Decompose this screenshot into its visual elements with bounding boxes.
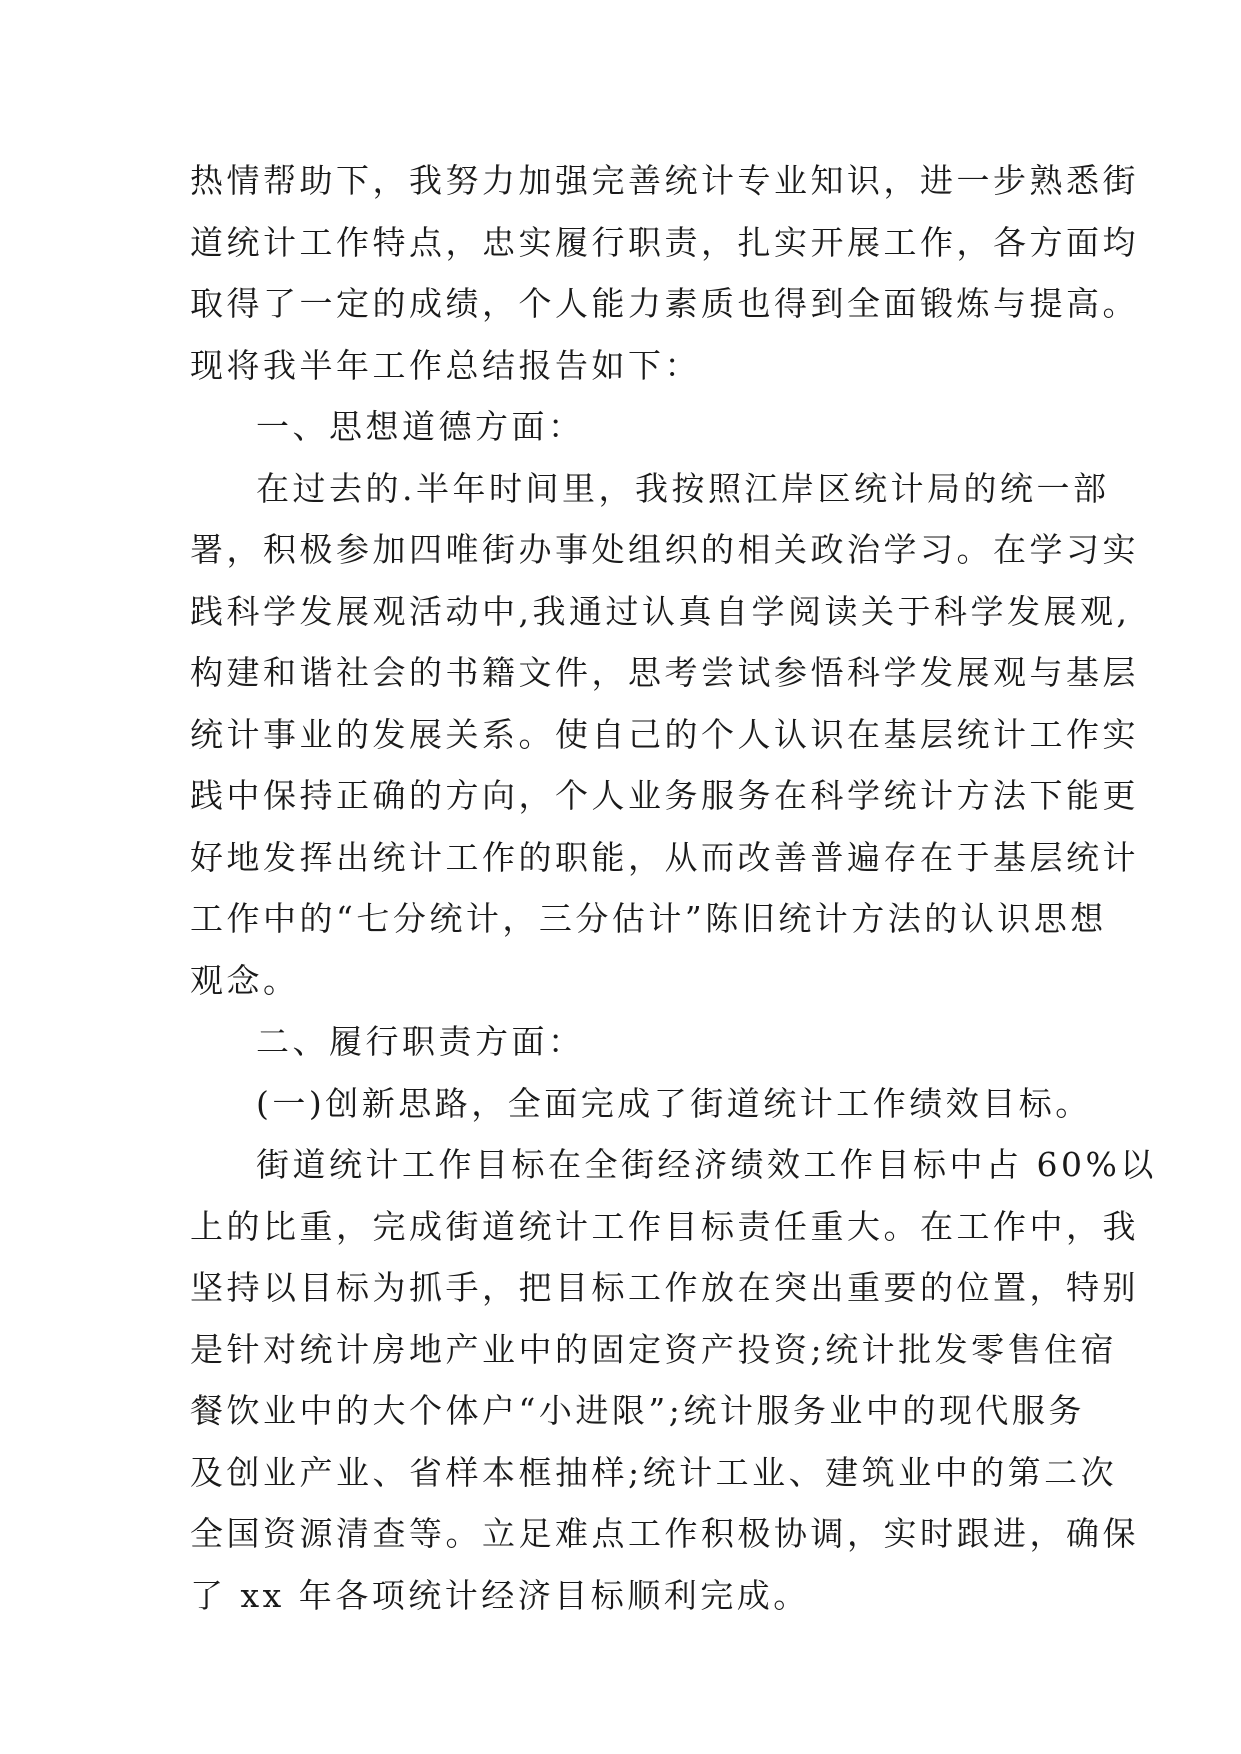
text-line: 热情帮助下，我努力加强完善统计专业知识，进一步熟悉街: [190, 161, 1139, 200]
subsection-heading: (一)创新思路，全面完成了街道统计工作绩效目标。: [256, 1083, 1092, 1123]
text-line: 工作中的“七分统计，三分估计”陈旧统计方法的认识思想: [190, 899, 1107, 938]
text-line: 践中保持正确的方向，个人业务服务在科学统计方法下能更: [190, 776, 1139, 815]
text-line: 及创业产业、省样本框抽样;统计工业、建筑业中的第二次: [190, 1452, 1118, 1492]
text-line: 餐饮业中的大个体户“小进限”;统计服务业中的现代服务: [190, 1391, 1085, 1430]
text-line: 街道统计工作目标在全街经济绩效工作目标中占 60%以: [256, 1145, 1157, 1184]
text-line: 署，积极参加四唯街办事处组织的相关政治学习。在学习实: [190, 530, 1139, 569]
text-line: 在过去的.半年时间里，我按照江岸区统计局的统一部: [256, 468, 1110, 508]
text-line: 好地发挥出统计工作的职能，从而改善普遍存在于基层统计: [190, 837, 1139, 877]
text-line: 构建和谐社会的书籍文件，思考尝试参悟科学发展观与基层: [190, 653, 1139, 692]
text-line: 全国资源清查等。立足难点工作积极协调，实时跟进，确保: [190, 1514, 1139, 1553]
text-line: 观念。: [190, 960, 300, 1000]
text-line: 践科学发展观活动中,我通过认真自学阅读关于科学发展观,: [190, 591, 1131, 631]
text-line: 取得了一定的成绩，个人能力素质也得到全面锻炼与提高。: [190, 284, 1139, 323]
section-heading-ideology: 一、思想道德方面：: [256, 407, 585, 446]
text-line: 道统计工作特点，忠实履行职责，扎实开展工作，各方面均: [190, 222, 1139, 262]
section-heading-duties: 二、履行职责方面：: [256, 1022, 585, 1061]
text-line: 统计事业的发展关系。使自己的个人认识在基层统计工作实: [190, 714, 1139, 754]
text-line: 现将我半年工作总结报告如下：: [190, 345, 701, 385]
text-line: 是针对统计房地产业中的固定资产投资;统计批发零售住宿: [190, 1329, 1118, 1369]
document-body: [190, 150, 1157, 1626]
text-line: 了 xx 年各项统计经济目标顺利完成。: [190, 1575, 810, 1615]
text-line: 坚持以目标为抓手，把目标工作放在突出重要的位置，特别: [190, 1268, 1139, 1307]
text-line: 上的比重，完成街道统计工作目标责任重大。在工作中，我: [190, 1206, 1139, 1246]
